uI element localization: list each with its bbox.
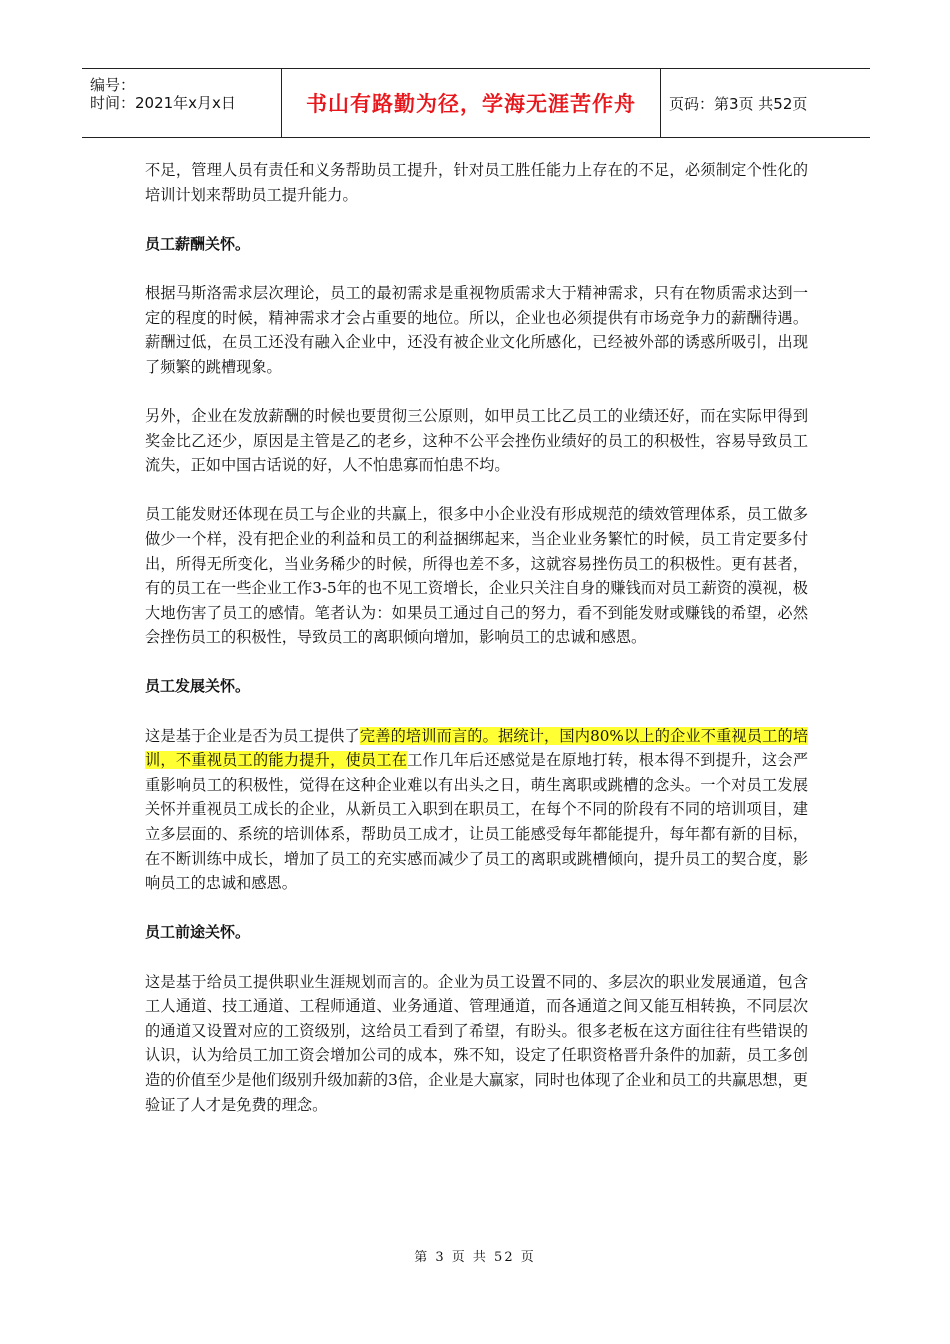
paragraph-text: 这是基于企业是否为员工提供了	[145, 726, 360, 745]
page-header	[82, 68, 870, 138]
paragraph-text: 工作几年后还感觉是在原地打转，根本得不到提升，这会严重影响员工的积极性，觉得在这种企业难以有出头之日，萌生离职或跳槽的念头。一个对员工发展关怀并重视员工成长的企业，从新员工入职到在职员工，在每个不同的阶段有不同的培训项目，建立多层面的、系统的培训体系，帮助员工成才，让员工能感受每年都能提升，每年都有新的目标，在不断训练中成长，增加了员工的充实感而减少了员工的离职或跳槽倾向，提升员工的契合度，影响员工的忠诚和感恩。	[145, 751, 809, 893]
header-meta-cell	[82, 69, 282, 137]
paragraph: 这是基于给员工提供职业生涯规划而言的。企业为员工设置不同的、多层次的职业发展通道，包含工人通道、技工通道、工程师通道、业务通道、管理通道，而各通道之间又能互相转换，不同层次的通道又设置对应的工资级别，这给员工看到了希望，有盼头。很多老板在这方面往往有些错误的认识，认为给员工加工资会增加公司的成本，殊不知，设定了任职资格晋升条件的加薪，员工多创造的价值至少是他们级别升级加薪的3倍，企业是大赢家，同时也体现了企业和员工的共赢思想，更验证了人才是免费的理念。	[145, 972, 808, 1114]
paragraph-highlighted	[145, 724, 808, 896]
paragraph: 不足，管理人员有责任和义务帮助员工提升，针对员工胜任能力上存在的不足，必须制定个性化的培训计划来帮助员工提升能力。	[145, 161, 808, 204]
page-footer: 第 3 页 共 52 页	[414, 1250, 536, 1265]
paragraph: 另外，企业在发放薪酬的时候也要贯彻三公原则，如甲员工比乙员工的业绩还好，而在实际甲得到奖金比乙还少，原因是主管是乙的老乡，这种不公平会挫伤业绩好的员工的积极性，容易导致员工流失，正如中国古话说的好，人不怕患寡而怕患不均。	[145, 406, 808, 475]
motto-text: 书山有路勤为径，学海无涯苦作舟	[306, 92, 636, 116]
date-label: 时间：2021年x月x日	[90, 94, 236, 112]
section-heading-development: 员工发展关怀。	[145, 677, 251, 696]
paragraph: 员工能发财还体现在员工与企业的共赢上，很多中小企业没有形成规范的绩效管理体系，员工做多做少一个样，没有把企业的利益和员工的利益捆绑起来，当企业业务繁忙的时候，员工肯定要多付出，所得无所变化，当业务稀少的时候，所得也差不多，这就容易挫伤员工的积极性。更有甚者，有的员工在一些企业工作3-5年的也不见工资增长，企业只关注自身的赚钱而对员工薪资的漠视，极大地伤害了员工的感情。笔者认为：如果员工通过自己的努力，看不到能发财或赚钱的希望，必然会挫伤员工的积极性，导致员工的离职倾向增加，影响员工的忠诚和感恩。	[145, 505, 808, 647]
document-body	[145, 158, 808, 1117]
number-label: 编号：	[90, 76, 136, 94]
header-page-info: 页码：第3页 共52页	[669, 94, 808, 113]
highlighted-text: 完善的培训而言的。据统计，国内80%以上的企业不重视员工的培训，不重视员工的能力提升，使员工在	[145, 726, 809, 770]
paragraph: 根据马斯洛需求层次理论，员工的最初需求是重视物质需求大于精神需求，只有在物质需求达到一定的程度的时候，精神需求才会占重要的地位。所以，企业也必须提供有市场竞争力的薪酬待遇。薪酬过低，在员工还没有融入企业中，还没有被企业文化所感化，已经被外部的诱惑所吸引，出现了频繁的跳槽现象。	[145, 283, 808, 376]
header-motto-cell	[282, 69, 661, 137]
section-heading-salary: 员工薪酬关怀。	[145, 234, 251, 253]
section-heading-career: 员工前途关怀。	[145, 923, 251, 942]
